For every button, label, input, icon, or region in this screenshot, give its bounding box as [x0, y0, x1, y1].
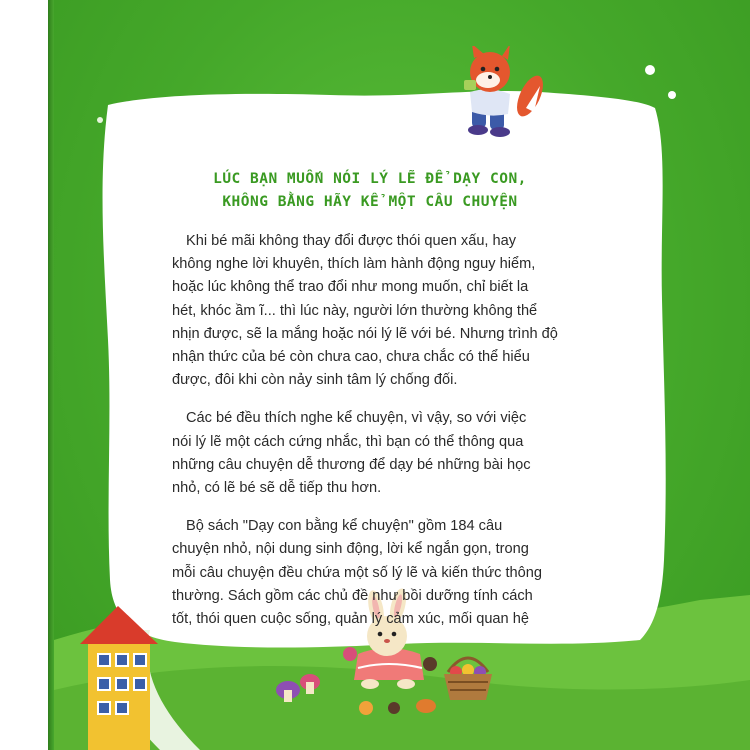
paragraph	[172, 515, 568, 631]
text-line: được, đôi khi còn nảy sinh tâm lý chống đối.	[172, 372, 458, 389]
fox-illustration	[448, 46, 548, 138]
text-line: mỗi câu chuyện đều chứa một số lý lẽ và kiến thức thông	[172, 564, 542, 581]
heading-line: LÚC BẠN MUỐN NÓI LÝ LẼ ĐỂ DẠY CON,	[213, 171, 527, 187]
text-line: hét, khóc ầm ĩ... thì lúc này, người lớn thường không thể	[172, 302, 538, 319]
text-line: Bộ sách "Dạy con bằng kể chuyện" gồm 184 câu	[186, 518, 503, 535]
text-line: Các bé đều thích nghe kể chuyện, vì vậy, so với việc	[186, 410, 527, 427]
text-line: thường. Sách gồm các chủ đề như bồi dưỡng tính cách	[172, 587, 533, 604]
text-line: nhịn được, sẽ la mắng hoặc nói lý lẽ với bé. Nhưng trình độ	[172, 325, 558, 342]
text-line: những câu chuyện dễ thương để dạy bé những bài học	[172, 456, 531, 473]
text-line: hoặc lúc không thể trao đổi như mong muốn, chỉ biết la	[172, 279, 529, 296]
mushrooms-decoration	[274, 660, 484, 720]
text-line: tốt, thói quen cuộc sống, quản lý cảm xúc, mối quan hệ	[172, 611, 529, 628]
text-line: chuyện nhỏ, nội dung sinh động, lời kể ngắn gọn, trong	[172, 541, 529, 558]
section-heading	[150, 168, 590, 214]
paragraph	[172, 407, 568, 500]
paragraph	[172, 230, 568, 392]
text-line: nói lý lẽ một cách cứng nhắc, thì bạn có thể thông qua	[172, 433, 524, 450]
text-line: nhỏ, có lẽ bé sẽ dễ tiếp thu hơn.	[172, 480, 382, 497]
heading-line: KHÔNG BẰNG HÃY KỂ MỘT CÂU CHUYỆN	[222, 194, 518, 210]
text-line: Khi bé mãi không thay đổi được thói quen xấu, hay	[186, 233, 517, 249]
text-line: không nghe lời khuyên, thích làm hành động nguy hiểm,	[172, 256, 536, 273]
text-line: nhận thức của bé còn chưa cao, chưa chắc có thể hiểu	[172, 349, 530, 366]
body-text	[172, 230, 568, 646]
